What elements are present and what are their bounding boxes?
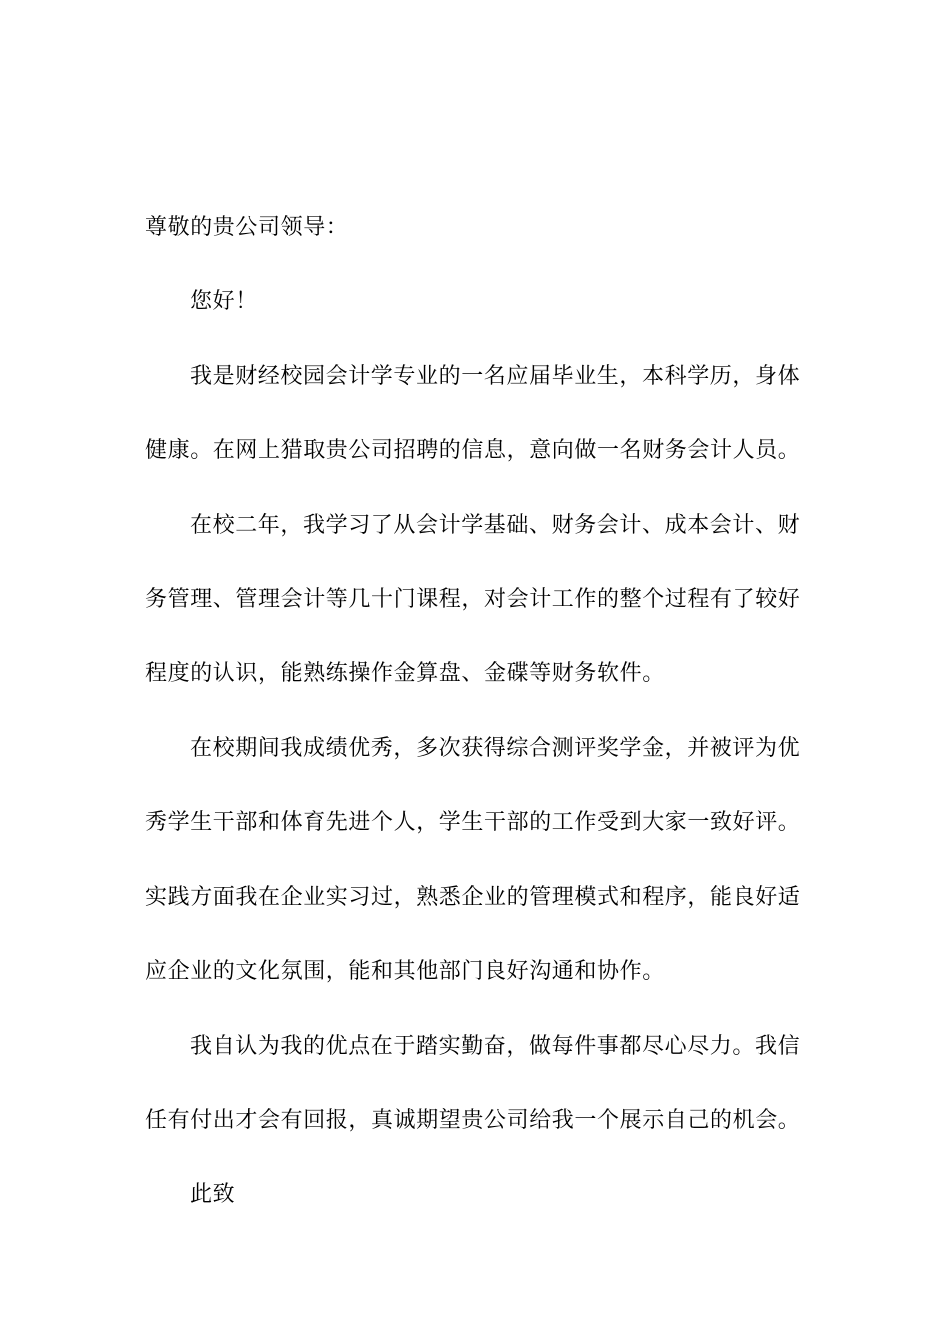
closing: 此致 [190,1182,236,1207]
body-line-6: 在校期间我成绩优秀，多次获得综合测评奖学金，并被评为优 [190,736,801,761]
salutation: 尊敬的贵公司领导： [145,215,349,240]
body-line-7: 秀学生干部和体育先进个人，学生干部的工作受到大家一致好评。 [145,810,801,835]
body-line-9: 应企业的文化氛围，能和其他部门良好沟通和协作。 [145,959,665,984]
body-line-5: 程度的认识，能熟练操作金算盘、金碟等财务软件。 [145,661,665,686]
body-line-8: 实践方面我在企业实习过，熟悉企业的管理模式和程序，能良好适 [145,885,801,910]
body-line-2: 健康。在网上猎取贵公司招聘的信息，意向做一名财务会计人员。 [145,438,801,463]
body-line-11: 任有付出才会有回报，真诚期望贵公司给我一个展示自己的机会。 [145,1108,801,1133]
body-line-10: 我自认为我的优点在于踏实勤奋，做每件事都尽心尽力。我信 [190,1034,801,1059]
body-line-4: 务管理、管理会计等几十门课程，对会计工作的整个过程有了较好 [145,587,801,612]
body-line-1: 我是财经校园会计学专业的一名应届毕业生，本科学历，身体 [190,364,801,389]
body-line-3: 在校二年，我学习了从会计学基础、财务会计、成本会计、财 [190,513,801,538]
greeting: 您好！ [190,289,258,314]
